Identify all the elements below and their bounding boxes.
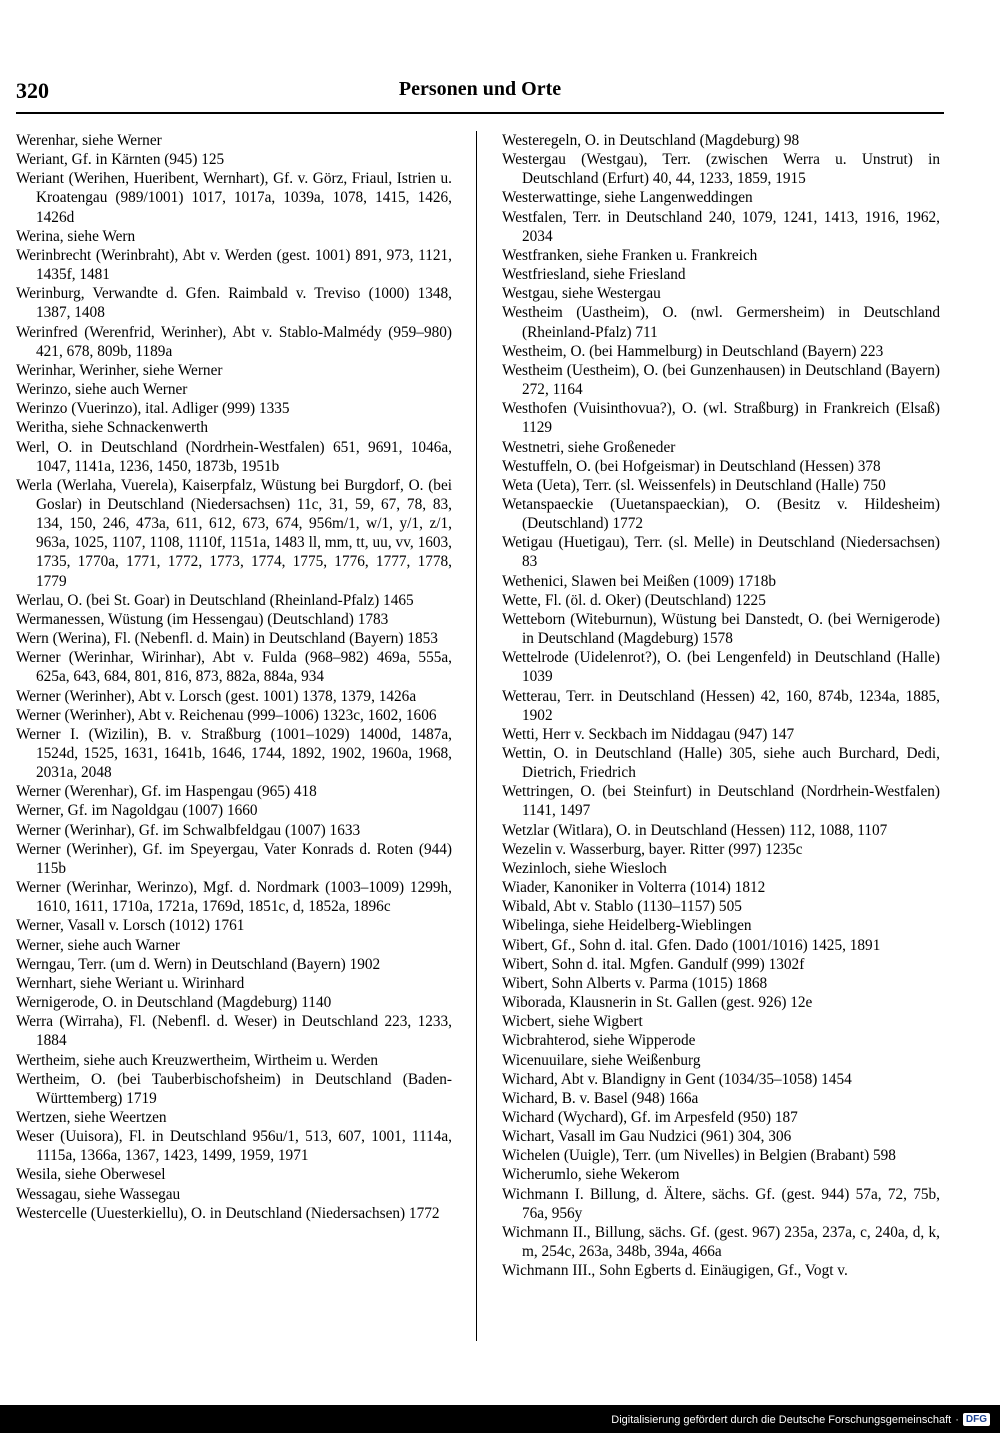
index-entry: Wicherumlo, siehe Wekerom <box>502 1166 680 1184</box>
index-entry: Wichard, B. v. Basel (948) 166a <box>502 1089 699 1107</box>
index-entry: Wettin, O. in Deutschland (Halle) 305, siehe auch Burchard, Dedi, Dietrich, Friedrich <box>502 745 940 782</box>
index-entry: Wibert, Sohn d. ital. Mgfen. Gandulf (999) 1302f <box>502 955 805 973</box>
index-entry: Werl, O. in Deutschland (Nordrhein-Westfalen) 651, 9691, 1046a, 1047, 1141a, 1236, 1450, 1873b, 1951b <box>16 438 452 475</box>
index-entry: Wertzen, siehe Weertzen <box>16 1108 167 1126</box>
index-entry: Werinzo (Vuerinzo), ital. Adliger (999) 1335 <box>16 400 290 418</box>
dfg-logo: · <box>955 1413 959 1426</box>
index-entry: Westnetri, siehe Großeneder <box>502 438 676 456</box>
index-entry: Werenhar, siehe Werner <box>16 132 162 149</box>
index-entry: Wichard, Abt v. Blandigny in Gent (1034/35–1058) 1454 <box>502 1070 852 1088</box>
index-column-right <box>502 131 940 1280</box>
index-entry: Werner, Gf. im Nagoldgau (1007) 1660 <box>16 802 258 820</box>
index-entry: Werinfred (Werenfrid, Werinher), Abt v. Stablo-Malmédy (959–980) 421, 678, 809b, 1189a <box>16 323 452 360</box>
index-entry: Wichmann I. Billung, d. Ältere, sächs. Gf. (gest. 944) 57a, 72, 75b, 76a, 956y <box>502 1185 940 1222</box>
running-title: Personen und Orte <box>398 78 562 100</box>
index-entry: Werner I. (Wizilin), B. v. Straßburg (1001–1029) 1400d, 1487a, 1524d, 1525, 1631, 1641b, 1646, 1744, 1892, 1902, 1960a, 1968, 2031a, 2048 <box>16 725 452 782</box>
index-entry: Westgau, siehe Westergau <box>502 285 661 303</box>
index-entry: Wermanessen, Wüstung (im Hessengau) (Deutschland) 1783 <box>16 610 389 628</box>
index-entry: Weriant (Werihen, Hueribent, Wernhart), Gf. v. Görz, Friaul, Istrien u. Kroatengau (989/1001) 1017, 1017a, 1039a, 1078, 1415, 1426, 1426d <box>16 170 452 226</box>
index-entry: Westercelle (Uuesterkiellu), O. in Deutschland (Niedersachsen) 1772 <box>16 1204 440 1222</box>
page-header <box>16 78 944 108</box>
index-entry: Wicbert, siehe Wigbert <box>502 1013 643 1031</box>
index-entry: Werner (Werinhar), Gf. im Schwalbfeldgau (1007) 1633 <box>16 821 361 839</box>
index-entry: Westuffeln, O. (bei Hofgeismar) in Deutschland (Hessen) 378 <box>502 457 881 475</box>
index-entry: Wernhart, siehe Weriant u. Wirinhard <box>16 974 245 992</box>
index-entry: Werinburg, Verwandte d. Gfen. Raimbald v. Treviso (1000) 1348, 1387, 1408 <box>16 285 452 322</box>
index-entry: Werlau, O. (bei St. Goar) in Deutschland (Rheinland-Pfalz) 1465 <box>16 591 414 609</box>
header-rule <box>16 112 944 114</box>
index-entry: Werner (Werenhar), Gf. im Haspengau (965) 418 <box>16 783 317 801</box>
index-entry: Werla (Werlaha, Vuerela), Kaiserpfalz, Wüstung bei Burgdorf, O. (bei Goslar) in Deutschland (Niedersachsen) 11c, 31, 59, 67, 78, 83, 134, 150, 246, 473a, 611, 612, 673, 674, 956m/1, w/1, y/1, z/1, 963a, 1025, 1107, 1108, 1110f, 1151a, 1483 ll, mm, tt, uu, vv, 1603, 1735, 1770a, 1771, 1772, 1773, 1774, 1775, 1776, 1777, 1778, 1779 <box>16 476 452 590</box>
index-entry: Wichmann III., Sohn Egberts d. Einäugigen, Gf., Vogt v. <box>502 1262 848 1280</box>
index-entry: Werner (Werinher), Abt v. Reichenau (999–1006) 1323c, 1602, 1606 <box>16 706 437 724</box>
index-entry: Weta (Ueta), Terr. (sl. Weissenfels) in Deutschland (Halle) 750 <box>502 476 886 494</box>
index-entry: Werner (Werinhar, Wirinhar), Abt v. Fulda (968–982) 469a, 555a, 625a, 643, 684, 801, 816, 873, 882a, 884a, 934 <box>16 649 452 686</box>
index-entry: Wethenici, Slawen bei Meißen (1009) 1718b <box>502 572 777 590</box>
index-entry: Wibert, Sohn Alberts v. Parma (1015) 1868 <box>502 974 768 992</box>
index-entry: Westfriesland, siehe Friesland <box>502 266 686 284</box>
index-entry: Werner, siehe auch Warner <box>16 936 180 954</box>
dfg-logo-badge: DFG <box>963 1413 990 1426</box>
index-entry: Werinhar, Werinher, siehe Werner <box>16 361 223 379</box>
index-entry: Wertheim, O. (bei Tauberbischofsheim) in Deutschland (Baden-Württemberg) 1719 <box>16 1070 452 1107</box>
index-entry: Wicenuuilare, siehe Weißenburg <box>502 1051 701 1069</box>
index-entry: Wichard (Wychard), Gf. im Arpesfeld (950) 187 <box>502 1108 798 1126</box>
footer-text: Digitalisierung gefördert durch die Deutsche Forschungsgemeinschaft <box>611 1413 952 1426</box>
index-entry: Wettringen, O. (bei Steinfurt) in Deutschland (Nordrhein-Westfalen) 1141, 1497 <box>502 783 940 820</box>
index-entry: Wibald, Abt v. Stablo (1130–1157) 505 <box>502 898 742 916</box>
index-entry: Westergau (Westgau), Terr. (zwischen Werra u. Unstrut) in Deutschland (Erfurt) 40, 44, 1233, 1859, 1915 <box>502 151 940 188</box>
index-entry: Werinbrecht (Werinbraht), Abt v. Werden (gest. 1001) 891, 973, 1121, 1435f, 1481 <box>16 246 452 284</box>
index-entry: Wibert, Gf., Sohn d. ital. Gfen. Dado (1001/1016) 1425, 1891 <box>502 936 881 954</box>
index-column-left <box>16 131 452 1223</box>
index-entry: Westfalen, Terr. in Deutschland 240, 1079, 1241, 1413, 1916, 1962, 2034 <box>502 208 940 245</box>
index-entry: Westerwattinge, siehe Langenweddingen <box>502 189 753 207</box>
index-entry: Wern (Werina), Fl. (Nebenfl. d. Main) in Deutschland (Bayern) 1853 <box>16 630 438 648</box>
index-entry: Werner (Werinhar, Werinzo), Mgf. d. Nordmark (1003–1009) 1299h, 1610, 1611, 1710a, 1721a, 1769d, 1851c, d, 1852a, 1896c <box>16 879 452 916</box>
index-entry: Wette, Fl. (öl. d. Oker) (Deutschland) 1225 <box>502 591 766 609</box>
index-entry: Westfranken, siehe Franken u. Frankreich <box>502 246 758 264</box>
index-entry: Werina, siehe Wern <box>16 227 136 245</box>
index-entry: Westhofen (Vuisinthovua?), O. (wl. Straßburg) in Frankreich (Elsaß) 1129 <box>502 400 940 437</box>
index-entry: Wiader, Kanoniker in Volterra (1014) 1812 <box>502 879 766 897</box>
index-entry: Wetterau, Terr. in Deutschland (Hessen) 42, 160, 874b, 1234a, 1885, 1902 <box>502 687 940 724</box>
index-entry: Wernigerode, O. in Deutschland (Magdeburg) 1140 <box>16 994 332 1012</box>
page-number: 320 <box>16 78 49 103</box>
index-entry: Westheim (Uestheim), O. (bei Gunzenhausen) in Deutschland (Bayern) 272, 1164 <box>502 361 940 399</box>
index-entry: Wichelen (Uuigle), Terr. (um Nivelles) in Belgien (Brabant) 598 <box>502 1147 896 1165</box>
index-entry: Wichart, Vasall im Gau Nudzici (961) 304, 306 <box>502 1128 792 1146</box>
index-entry: Wicbrahterod, siehe Wipperode <box>502 1032 696 1050</box>
index-entry: Westeregeln, O. in Deutschland (Magdeburg) 98 <box>502 132 800 149</box>
index-entry: Wetteborn (Witeburnun), Wüstung bei Danstedt, O. (bei Wernigerode) in Deutschland (Magdeburg) 1578 <box>502 610 940 648</box>
index-entry: Wessagau, siehe Wassegau <box>16 1185 181 1203</box>
index-entry: Werinzo, siehe auch Werner <box>16 381 188 399</box>
index-entry: Wertheim, siehe auch Kreuzwertheim, Wirtheim u. Werden <box>16 1051 379 1069</box>
index-entry: Wezelin v. Wasserburg, bayer. Ritter (997) 1235c <box>502 840 803 858</box>
index-entry: Westheim (Uastheim), O. (nwl. Germersheim) in Deutschland (Rheinland-Pfalz) 711 <box>502 304 940 341</box>
index-entry: Wettelrode (Uidelenrot?), O. (bei Lengenfeld) in Deutschland (Halle) 1039 <box>502 649 940 686</box>
index-entry: Wetzlar (Witlara), O. in Deutschland (Hessen) 112, 1088, 1107 <box>502 821 888 839</box>
index-entry: Weser (Uuisora), Fl. in Deutschland 956u/1, 513, 607, 1001, 1114a, 1115a, 1366a, 1367, 1423, 1499, 1959, 1971 <box>16 1128 452 1165</box>
index-entry: Werner (Werinher), Abt v. Lorsch (gest. 1001) 1378, 1379, 1426a <box>16 687 417 705</box>
index-entry: Wetanspaeckie (Uuetanspaeckian), O. (Besitz v. Hildesheim) (Deutschland) 1772 <box>502 495 940 533</box>
index-entry: Werra (Wirraha), Fl. (Nebenfl. d. Weser) in Deutschland 223, 1233, 1884 <box>16 1013 452 1050</box>
index-entry: Wiborada, Klausnerin in St. Gallen (gest. 926) 12e <box>502 994 813 1012</box>
index-entry: Werngau, Terr. (um d. Wern) in Deutschland (Bayern) 1902 <box>16 955 381 973</box>
index-entry: Wichmann II., Billung, sächs. Gf. (gest. 967) 235a, 237a, c, 240a, d, k, m, 254c, 263a, 348b, 394a, 466a <box>502 1223 940 1261</box>
index-entry: Westheim, O. (bei Hammelburg) in Deutschland (Bayern) 223 <box>502 342 884 360</box>
index-entry: Wesila, siehe Oberwesel <box>16 1166 166 1184</box>
index-entry: Werner (Werinher), Gf. im Speyergau, Vater Konrads d. Roten (944) 115b <box>16 840 452 877</box>
digitization-footer <box>611 1413 990 1426</box>
index-entry: Werner, Vasall v. Lorsch (1012) 1761 <box>16 917 245 935</box>
index-entry: Weritha, siehe Schnackenwerth <box>16 419 209 437</box>
index-entry: Weriant, Gf. in Kärnten (945) 125 <box>16 151 225 169</box>
index-entry: Wetti, Herr v. Seckbach im Niddagau (947) 147 <box>502 725 795 743</box>
index-entry: Wibelinga, siehe Heidelberg-Wieblingen <box>502 917 752 935</box>
index-entry: Wetigau (Huetigau), Terr. (sl. Melle) in Deutschland (Niedersachsen) 83 <box>502 534 940 571</box>
column-divider <box>476 131 477 1341</box>
index-entry: Wezinloch, siehe Wiesloch <box>502 859 667 877</box>
